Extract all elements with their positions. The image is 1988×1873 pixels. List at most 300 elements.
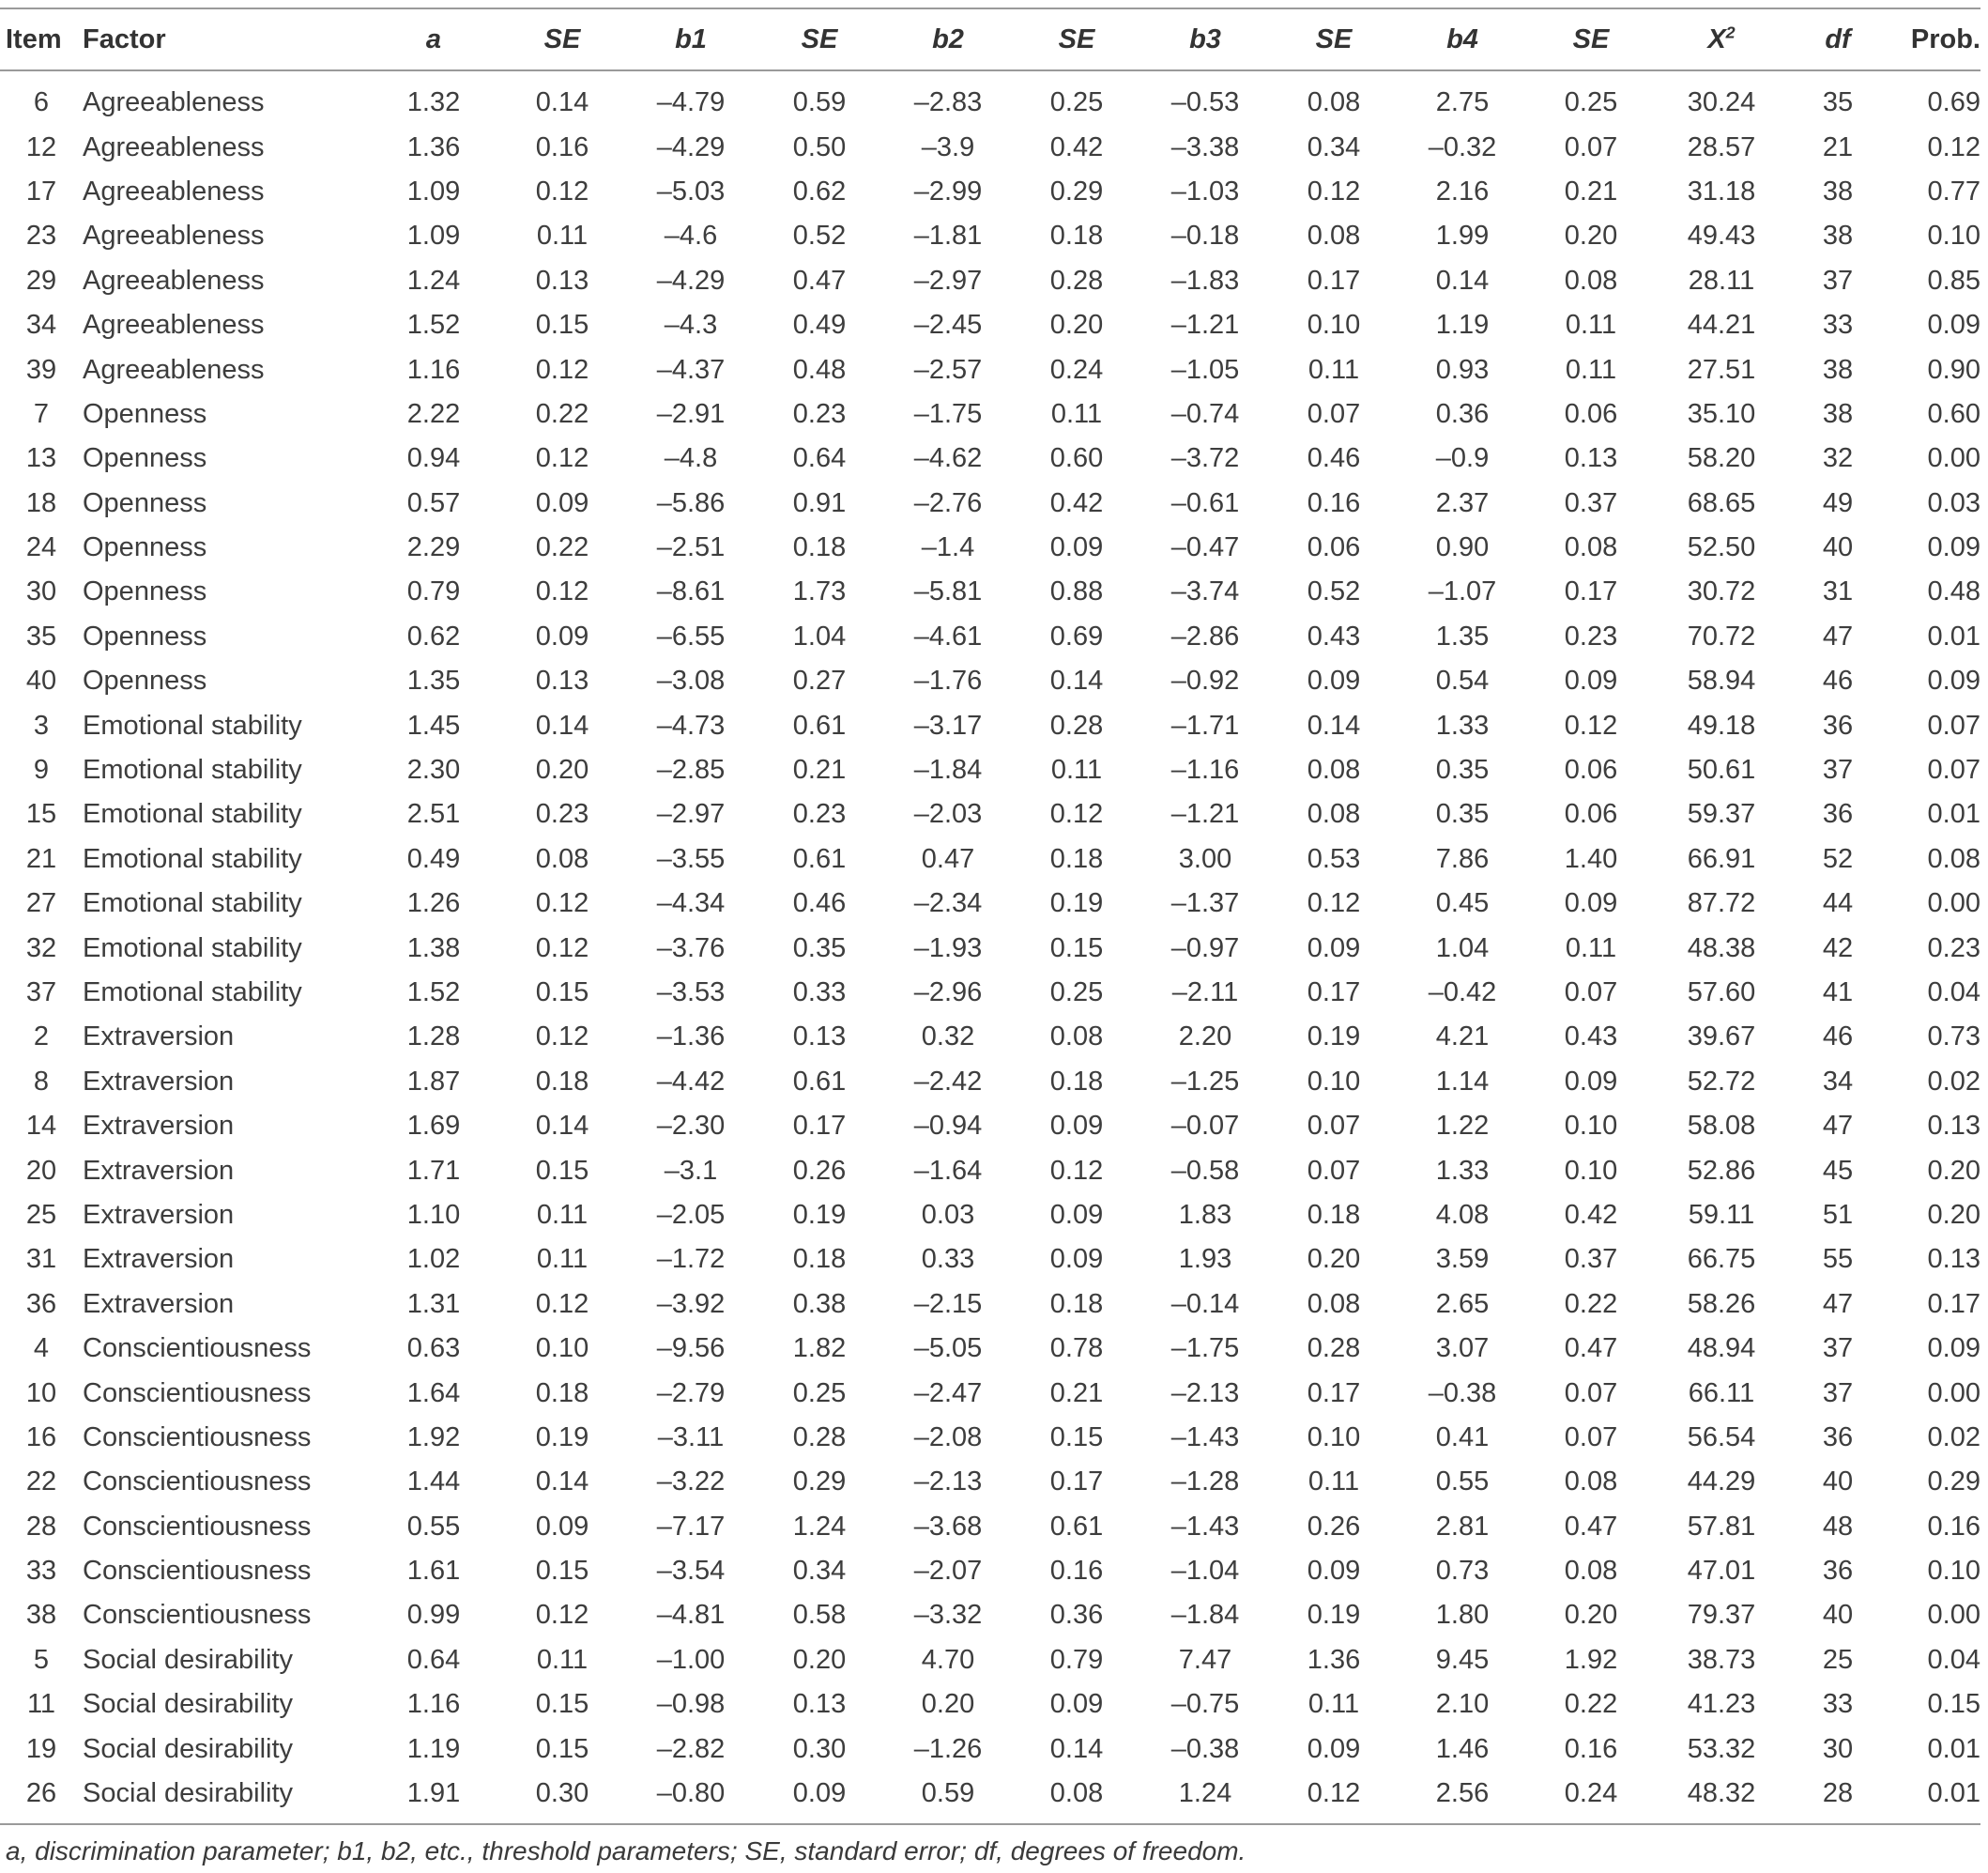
header-a: a [383,8,484,70]
cell-a: 0.79 [406,576,461,607]
cell-se-b3: 0.28 [1307,1333,1361,1364]
cell-se-b1: 0.38 [792,1288,847,1319]
cell-prob: 0.00 [1927,1377,1980,1408]
cell-a: 1.16 [406,1689,461,1720]
cell-b3: –1.21 [1170,310,1240,341]
table-row [0,748,1980,792]
cell-b3: –0.97 [1170,932,1240,963]
cell-b2: –2.47 [913,1377,983,1408]
cell-se-b4: 0.08 [1564,1466,1618,1497]
cell-b3: 7.47 [1178,1644,1232,1675]
cell-se-b2: 0.09 [1049,1244,1104,1275]
cell-b2: –2.99 [913,176,983,207]
cell-se-b1: 0.21 [792,755,847,786]
cell-b4: 0.55 [1435,1466,1490,1497]
cell-b3: –0.47 [1170,532,1240,563]
cell-se-b4: 0.07 [1564,977,1618,1007]
cell-se-b1: 0.28 [792,1421,847,1452]
cell-se-b3: 0.10 [1307,1421,1361,1452]
cell-b1: –2.82 [656,1733,726,1764]
cell-a: 1.69 [406,1111,461,1142]
cell-b1: –4.42 [656,1066,726,1097]
cell-se-b2: 0.61 [1049,1511,1104,1542]
cell-b1: –5.03 [656,176,726,207]
cell-df: 40 [1822,532,1854,563]
table-row [0,526,1980,570]
cell-chi-square: 48.94 [1687,1333,1756,1364]
cell-b1: –4.73 [656,710,726,741]
cell-prob: 0.03 [1927,487,1980,518]
cell-b4: 2.16 [1435,176,1490,207]
cell-b4: 2.37 [1435,487,1490,518]
cell-item: 12 [25,131,57,162]
cell-factor: Agreeableness [83,131,265,162]
cell-b1: –4.81 [656,1600,726,1631]
cell-item: 38 [25,1600,57,1631]
cell-df: 41 [1822,977,1854,1007]
cell-b3: –1.04 [1170,1556,1240,1587]
cell-se-a: 0.23 [535,799,589,830]
cell-chi-square: 57.60 [1687,977,1756,1007]
cell-b1: –2.97 [656,799,726,830]
table-row [0,1327,1980,1371]
cell-se-b4: 0.06 [1564,398,1618,429]
table-row [0,437,1980,481]
cell-df: 37 [1822,265,1854,296]
cell-chi-square: 87.72 [1687,888,1756,919]
cell-factor: Agreeableness [83,221,265,252]
table-row [0,926,1980,970]
cell-b2: –4.61 [913,621,983,652]
cell-factor: Emotional stability [83,977,302,1007]
chi-square-symbol: X [1707,23,1726,54]
cell-b2: –2.96 [913,977,983,1007]
cell-b3: 1.83 [1178,1199,1232,1230]
cell-se-a: 0.14 [535,710,589,741]
cell-b2: –1.4 [921,532,975,563]
cell-chi-square: 59.37 [1687,799,1756,830]
cell-b1: –0.98 [656,1689,726,1720]
cell-se-b3: 0.10 [1307,310,1361,341]
cell-se-a: 0.12 [535,1288,589,1319]
cell-se-b3: 0.07 [1307,1155,1361,1186]
header-se-b4: SE [1513,8,1669,70]
cell-a: 1.92 [406,1421,461,1452]
cell-se-b1: 0.62 [792,176,847,207]
cell-b1: –2.30 [656,1111,726,1142]
cell-a: 1.35 [406,666,461,697]
cell-se-b3: 0.17 [1307,977,1361,1007]
cell-se-b4: 0.13 [1564,443,1618,474]
table-row [0,615,1980,659]
cell-se-b3: 0.08 [1307,799,1361,830]
cell-a: 1.09 [406,176,461,207]
cell-b3: –0.14 [1170,1288,1240,1319]
cell-b1: –3.1 [664,1155,718,1186]
cell-se-b1: 0.61 [792,1066,847,1097]
cell-se-b3: 0.20 [1307,1244,1361,1275]
cell-se-b2: 0.15 [1049,1421,1104,1452]
cell-b2: –2.13 [913,1466,983,1497]
cell-factor: Extraversion [83,1021,235,1052]
cell-se-b4: 0.22 [1564,1689,1618,1720]
cell-item: 14 [25,1111,57,1142]
cell-b1: –7.17 [656,1511,726,1542]
cell-prob: 0.23 [1927,932,1980,963]
cell-b3: 3.00 [1178,843,1232,874]
cell-b4: –0.32 [1428,131,1497,162]
cell-a: 0.62 [406,621,461,652]
cell-item: 32 [25,932,57,963]
cell-se-b3: 0.12 [1307,176,1361,207]
cell-df: 36 [1822,799,1854,830]
cell-b3: –1.37 [1170,888,1240,919]
cell-b1: –4.29 [656,131,726,162]
cell-se-b2: 0.09 [1049,532,1104,563]
cell-prob: 0.20 [1927,1155,1980,1186]
cell-b3: –0.74 [1170,398,1240,429]
cell-se-a: 0.16 [535,131,589,162]
cell-b2: –2.34 [913,888,983,919]
cell-se-a: 0.09 [535,1511,589,1542]
cell-se-b2: 0.25 [1049,87,1104,118]
cell-se-a: 0.15 [535,310,589,341]
header-se-b2: SE [999,8,1155,70]
cell-b1: –4.8 [664,443,718,474]
cell-se-b3: 0.16 [1307,487,1361,518]
cell-b2: 0.59 [897,1772,999,1824]
cell-se-b2: 0.14 [1049,666,1104,697]
cell-prob: 0.09 [1927,310,1980,341]
cell-prob: 0.90 [1927,354,1980,385]
cell-se-b2: 0.78 [1049,1333,1104,1364]
cell-item: 24 [25,532,57,563]
cell-se-b4: 0.25 [1564,87,1618,118]
cell-a: 0.57 [406,487,461,518]
cell-b3: –2.13 [1170,1377,1240,1408]
cell-se-b1: 0.23 [792,398,847,429]
cell-b2: 4.70 [921,1644,975,1675]
cell-b2: –2.45 [913,310,983,341]
cell-factor: Extraversion [83,1155,235,1186]
cell-b2: –2.57 [913,354,983,385]
cell-prob: 0.07 [1927,755,1980,786]
cell-se-b3: 0.43 [1307,621,1361,652]
cell-se-b1: 0.35 [792,932,847,963]
cell-factor: Emotional stability [83,755,302,786]
cell-se-a: 0.12 [535,888,589,919]
cell-factor: Emotional stability [83,799,302,830]
cell-b4: 2.81 [1435,1511,1490,1542]
cell-prob: 0.85 [1927,265,1980,296]
table-row [0,70,1980,125]
cell-b2: –5.05 [913,1333,983,1364]
cell-prob: 0.01 [1902,1772,1980,1824]
cell-se-b1: 0.61 [792,843,847,874]
cell-item: 8 [33,1066,50,1097]
cell-se-b4: 0.06 [1564,755,1618,786]
header-se-a: SE [484,8,640,70]
cell-se-a: 0.10 [535,1333,589,1364]
cell-df: 42 [1822,932,1854,963]
cell-se-a: 0.11 [536,221,589,252]
cell-a: 1.64 [406,1377,461,1408]
cell-prob: 0.13 [1927,1111,1980,1142]
header-df: df [1774,8,1902,70]
cell-factor: Emotional stability [83,932,302,963]
cell-se-b3: 0.09 [1307,932,1361,963]
cell-se-b2: 0.19 [1049,888,1104,919]
cell-prob: 0.16 [1927,1511,1980,1542]
cell-prob: 0.29 [1927,1466,1980,1497]
header-b4: b4 [1412,8,1513,70]
table-row [0,1593,1980,1637]
cell-prob: 0.02 [1927,1066,1980,1097]
cell-b4: 9.45 [1435,1644,1490,1675]
cell-se-b1: 0.61 [792,710,847,741]
cell-b3: –2.86 [1170,621,1240,652]
table-row [0,259,1980,303]
cell-chi-square: 57.81 [1687,1511,1756,1542]
cell-b1: –1.36 [656,1021,726,1052]
cell-se-b1: 0.09 [742,1772,897,1824]
cell-se-b1: 0.29 [792,1466,847,1497]
cell-prob: 0.69 [1927,87,1980,118]
cell-b2: –3.17 [913,710,983,741]
cell-chi-square: 38.73 [1687,1644,1756,1675]
cell-se-b2: 0.42 [1049,131,1104,162]
cell-se-a: 0.13 [535,666,589,697]
cell-b2: –1.81 [913,221,983,252]
cell-b4: 0.36 [1435,398,1490,429]
cell-b2: 0.33 [921,1244,975,1275]
table-row [0,1060,1980,1104]
cell-b3: –1.43 [1170,1511,1240,1542]
cell-se-b2: 0.14 [1049,1733,1104,1764]
cell-b4: 1.19 [1435,310,1490,341]
table-header [0,8,1980,70]
cell-b3: –0.92 [1170,666,1240,697]
cell-se-b2: 0.15 [1049,932,1104,963]
cell-b2: –1.26 [913,1733,983,1764]
cell-a: 2.22 [406,398,461,429]
cell-b3: –1.71 [1170,710,1240,741]
cell-se-a: 0.12 [535,354,589,385]
cell-se-b4: 0.09 [1564,666,1618,697]
cell-b4: 3.59 [1435,1244,1490,1275]
cell-df: 51 [1822,1199,1854,1230]
cell-a: 0.94 [406,443,461,474]
cell-se-b4: 0.08 [1564,532,1618,563]
cell-df: 47 [1822,1111,1854,1142]
cell-prob: 0.00 [1927,443,1980,474]
cell-chi-square: 27.51 [1687,354,1756,385]
cell-se-b4: 0.37 [1564,1244,1618,1275]
cell-item: 25 [25,1199,57,1230]
cell-b4: 3.07 [1435,1333,1490,1364]
cell-se-b3: 0.12 [1256,1772,1412,1824]
table-row [0,1460,1980,1504]
cell-item: 31 [25,1244,57,1275]
cell-b1: –6.55 [656,621,726,652]
cell-a: 0.64 [406,1644,461,1675]
cell-se-b4: 0.24 [1513,1772,1669,1824]
cell-se-b3: 0.08 [1307,1288,1361,1319]
cell-a: 1.26 [406,888,461,919]
cell-factor: Openness [83,398,207,429]
cell-factor: Agreeableness [83,354,265,385]
cell-se-b1: 0.25 [792,1377,847,1408]
cell-factor: Openness [83,443,207,474]
cell-df: 33 [1822,1689,1854,1720]
cell-se-b2: 0.20 [1049,310,1104,341]
cell-prob: 0.01 [1927,799,1980,830]
cell-se-b3: 0.53 [1307,843,1361,874]
header-se-b1: SE [742,8,897,70]
cell-chi-square: 52.86 [1687,1155,1756,1186]
table-row [0,1282,1980,1327]
cell-se-b1: 1.24 [792,1511,847,1542]
cell-se-b1: 0.49 [792,310,847,341]
cell-se-a: 0.12 [535,443,589,474]
cell-chi-square: 30.72 [1687,576,1756,607]
cell-factor: Conscientiousness [83,1333,312,1364]
cell-factor: Extraversion [83,1199,235,1230]
cell-prob: 0.77 [1927,176,1980,207]
cell-item: 39 [25,354,57,385]
cell-df: 40 [1822,1466,1854,1497]
cell-item: 17 [25,176,57,207]
cell-prob: 0.01 [1927,1733,1980,1764]
header-row [0,8,1980,70]
cell-df: 36 [1822,710,1854,741]
cell-se-b1: 0.46 [792,888,847,919]
cell-b2: –0.94 [913,1111,983,1142]
cell-a: 0.63 [406,1333,461,1364]
cell-a: 0.55 [406,1511,461,1542]
cell-df: 34 [1822,1066,1854,1097]
cell-df: 31 [1822,576,1854,607]
table-row [0,1727,1980,1771]
cell-chi-square: 70.72 [1687,621,1756,652]
cell-se-b4: 0.20 [1564,221,1618,252]
cell-se-b3: 0.19 [1307,1600,1361,1631]
cell-se-b3: 0.18 [1307,1199,1361,1230]
cell-df: 32 [1822,443,1854,474]
cell-df: 37 [1822,755,1854,786]
cell-item: 2 [33,1021,50,1052]
cell-b4: 2.56 [1412,1772,1513,1824]
cell-b4: 1.33 [1435,710,1490,741]
cell-b1: –4.29 [656,265,726,296]
cell-b3: –1.43 [1170,1421,1240,1452]
cell-prob: 0.02 [1927,1421,1980,1452]
cell-a: 1.24 [406,265,461,296]
cell-se-a: 0.09 [535,487,589,518]
cell-a: 1.36 [406,131,461,162]
cell-df: 46 [1822,666,1854,697]
cell-a: 1.44 [406,1466,461,1497]
cell-b2: –2.03 [913,799,983,830]
cell-a: 1.71 [406,1155,461,1186]
cell-b4: 2.10 [1435,1689,1490,1720]
cell-b3: –3.72 [1170,443,1240,474]
cell-se-a: 0.22 [535,398,589,429]
cell-a: 1.52 [406,977,461,1007]
cell-prob: 0.09 [1927,666,1980,697]
cell-b1: –2.05 [656,1199,726,1230]
header-chi-square [1669,8,1774,70]
cell-item: 11 [26,1689,56,1720]
cell-se-b1: 1.73 [792,576,847,607]
cell-b2: –5.81 [913,576,983,607]
cell-b2: 0.32 [921,1021,975,1052]
cell-factor: Emotional stability [83,710,302,741]
cell-se-b3: 0.34 [1307,131,1361,162]
cell-df: 38 [1822,354,1854,385]
cell-se-a: 0.15 [535,1733,589,1764]
cell-se-a: 0.12 [535,576,589,607]
cell-item: 20 [25,1155,57,1186]
cell-b2: –2.08 [913,1421,983,1452]
table-footnote: a, discrimination parameter; b1, b2, etc., threshold parameters; SE, standard error; df, degrees of freedom. [6,1836,1246,1865]
cell-se-b4: 0.07 [1564,1421,1618,1452]
cell-item: 3 [33,710,50,741]
cell-item: 23 [25,221,57,252]
cell-b1: –4.6 [664,221,718,252]
cell-prob: 0.12 [1927,131,1980,162]
cell-chi-square: 50.61 [1687,755,1756,786]
cell-a: 2.51 [406,799,461,830]
cell-prob: 0.10 [1927,1556,1980,1587]
cell-chi-square: 52.50 [1687,532,1756,563]
cell-se-b3: 0.52 [1307,576,1361,607]
cell-factor: Conscientiousness [83,1466,312,1497]
cell-item: 9 [33,755,50,786]
cell-df: 38 [1822,221,1854,252]
cell-b3: –3.38 [1170,131,1240,162]
cell-b4: –1.07 [1428,576,1497,607]
cell-se-a: 0.20 [535,755,589,786]
table-row [0,1104,1980,1148]
cell-chi-square: 35.10 [1687,398,1756,429]
cell-se-b2: 0.16 [1049,1556,1104,1587]
cell-se-b4: 0.07 [1564,1377,1618,1408]
cell-se-b1: 0.23 [792,799,847,830]
cell-se-b1: 0.47 [792,265,847,296]
cell-b1: –2.85 [656,755,726,786]
cell-chi-square: 49.43 [1687,221,1756,252]
cell-df: 44 [1822,888,1854,919]
cell-se-b2: 0.17 [1049,1466,1104,1497]
cell-se-b3: 0.14 [1307,710,1361,741]
cell-a: 1.09 [406,221,461,252]
cell-chi-square: 66.11 [1688,1377,1755,1408]
cell-b4: 0.41 [1435,1421,1490,1452]
cell-se-b2: 0.28 [1049,710,1104,741]
cell-chi-square: 66.75 [1687,1244,1756,1275]
cell-b2: –2.76 [913,487,983,518]
cell-se-b3: 0.07 [1307,398,1361,429]
cell-factor: Conscientiousness [83,1421,312,1452]
cell-se-b4: 0.10 [1564,1155,1618,1186]
cell-item: 27 [25,888,57,919]
cell-se-b3: 0.08 [1307,755,1361,786]
cell-chi-square: 59.11 [1688,1199,1755,1230]
cell-a: 1.31 [406,1288,461,1319]
cell-prob: 0.09 [1927,1333,1980,1364]
cell-factor: Conscientiousness [83,1511,312,1542]
